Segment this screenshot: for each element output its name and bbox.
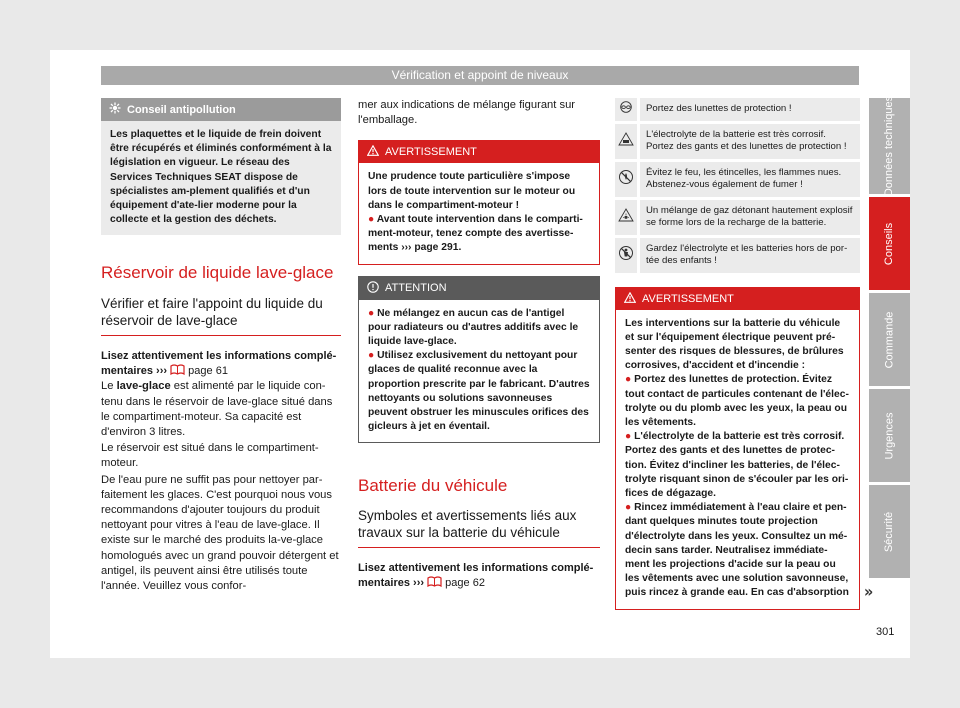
column-middle — [358, 98, 600, 591]
battery-reference — [358, 561, 600, 591]
warning-intro: Les interventions sur la batterie du véhicule et sur l'équipement électrique peuvent pré-senter des risques de blessures, de brûlures corrosives, d'accident et d'incendie : — [625, 317, 844, 372]
warning-box-title — [359, 141, 599, 163]
washer-para-4: mer aux indications de mélange figurant sur l'emballage. — [358, 99, 576, 127]
battery-ref-text: Lisez attentivement les informations complé-mentaires — [358, 562, 594, 590]
tab-securite[interactable] — [869, 485, 910, 578]
warning-box-engine — [358, 140, 600, 264]
warning-triangle-icon — [367, 145, 379, 159]
symbol-text: Portez des lunettes de protection ! — [639, 98, 861, 122]
continue-arrow-icon: » — [864, 582, 874, 601]
side-tabs — [869, 95, 910, 581]
pollution-box-body — [101, 121, 341, 235]
washer-para-1-a: Le — [101, 380, 117, 393]
warning-bullet-text: L'électrolyte de la batterie est très corrosif. Portez des gants et des lunettes de protec-tion. Évitez d'incliner les batteries, de l'élec-trolyte risquant sinon de s'écouler par les ori-fices de dégazage. — [625, 431, 849, 499]
warning-title-label: AVERTISSEMENT — [642, 292, 734, 305]
washer-para-1-bold: lave-glace — [116, 380, 171, 393]
tab-label: Urgences — [883, 411, 896, 460]
attention-box-title — [359, 277, 599, 300]
eco-icon — [109, 102, 121, 117]
battery-ref-arrows: ››› — [413, 577, 425, 590]
no-fire-icon — [615, 160, 639, 198]
warning-bullet: ● Rincez immédiatement à l'eau claire et pen-dant quelques minutes toute projection d'électrolyte dans les yeux. Consultez un mé-decin sans tarder. Neutralisez immédiate-ment les projections d'acide sur la peau ou les vêtements avec une solution savonneuse, puis rincez à grande eau. En cas d'absorption — [625, 502, 849, 599]
warning-bullet: ● Portez des lunettes de protection. Évitez tout contact de particules contenant de l'élec-trolyte ou du plomb avec les yeux, la peau ou les vêtements. — [625, 374, 849, 428]
tab-label: Conseils — [883, 222, 896, 265]
warning-bullet-text: Portez des lunettes de protection. Évitez tout contact de particules contenant de l'élec-trolyte ou du plomb avec les yeux, la peau ou les vêtements. — [625, 374, 849, 428]
warning-intro: Une prudence toute particulière s'impose lors de toute intervention sur le moteur ou dans le compartiment-moteur ! — [368, 171, 576, 211]
pollution-box-title — [101, 98, 341, 121]
tab-commande[interactable] — [869, 293, 910, 386]
pollution-box — [101, 98, 341, 235]
page-header: Vérification et appoint de niveaux — [101, 66, 859, 85]
washer-para-1-b: est alimenté par le liquide con-tenu dans le réservoir de lave-glace situé dans le compartiment-moteur. Sa capacité est d'environ 3 litres. — [101, 380, 333, 439]
symbol-text: Gardez l'électrolyte et les batteries hors de por-tée des enfants ! — [639, 236, 861, 274]
warning-bullet-page[interactable]: page 291. — [414, 242, 462, 254]
pollution-box-label: Conseil antipollution — [127, 103, 236, 116]
attention-bullet-1-text: Ne mélangez en aucun cas de l'antigel pour radiateurs ou d'autres additifs avec le liquide lave-glace. — [368, 307, 579, 348]
tab-donnees-techniques[interactable] — [869, 95, 910, 197]
page-number: 301 — [876, 626, 895, 638]
table-row — [615, 98, 860, 122]
symbol-text: L'électrolyte de la batterie est très corrosif. Portez des gants et des lunettes de protection ! — [639, 122, 861, 160]
table-row — [615, 236, 860, 274]
warning-title-label: AVERTISSEMENT — [385, 146, 477, 159]
warning-box-battery — [615, 287, 860, 610]
tab-conseils[interactable] — [869, 197, 910, 290]
warning-box-title — [616, 288, 859, 310]
battery-section-title: Batterie du véhicule — [358, 476, 508, 496]
column-left — [101, 98, 341, 595]
battery-ref-page[interactable]: page 62 — [445, 577, 485, 590]
attention-box-body — [359, 300, 599, 443]
warning-bullet-text: Rincez immédiatement à l'eau claire et pen-dant quelques minutes toute projection d'électrolyte dans les yeux. Consultez un mé-decin sans tarder. Neutralisez immédiate-ment les projections d'acide sur la peau ou les vêtements avec une solution savonneuse, puis rincez à grande eau. En cas d'absorption — [625, 502, 849, 599]
washer-ref-text: Lisez attentivement les informations complé-mentaires — [101, 350, 337, 378]
washer-sub-title: Vérifier et faire l'appoint du liquide du réservoir de lave-glace — [101, 295, 341, 336]
warning-bullet: ● L'électrolyte de la batterie est très corrosif. Portez des gants et des lunettes de protec-tion. Évitez d'incliner les batteries, de l'élec-trolyte risquant sinon de s'écouler par les ori-fices de dégazage. — [625, 431, 849, 499]
column-right — [615, 98, 860, 610]
washer-reference — [101, 349, 341, 379]
table-row — [615, 122, 860, 160]
washer-section-title: Réservoir de liquide lave-glace — [101, 263, 334, 283]
battery-sub-title: Symboles et avertissements liés aux travaux sur la batterie du véhicule — [358, 507, 600, 548]
tab-label: Données techniques — [883, 95, 896, 197]
washer-ref-page[interactable]: page 61 — [188, 365, 228, 378]
table-row — [615, 160, 860, 198]
goggles-icon — [615, 98, 639, 122]
warning-bullet: ● Avant toute intervention dans le comparti-ment-moteur, tenez compte des avertisse-ments ››› page 291. — [368, 214, 583, 254]
attention-bullet-2-text: Utilisez exclusivement du nettoyant pour glaces de qualité reconnue avec la proportion prescrite par le fabricant. D'autres nettoyants ou solutions savonneuses peuvent obstruer les minuscules orifices des gicleurs à jet en éventail. — [368, 350, 590, 433]
pollution-text: Les plaquettes et le liquide de frein doivent être récupérés et éliminés conformément à la législation en vigueur. Le réseau des Services Techniques SEAT dispose de spécialistes am-plement qualifiés et d'un équipement d'ate-lier moderne pour la collecte et la gestion des déchets. — [110, 129, 332, 226]
tab-label: Sécurité — [883, 511, 896, 552]
warning-box-body — [359, 163, 599, 263]
warning-triangle-icon — [624, 292, 636, 306]
warning-bullet-arrows: ››› — [401, 242, 412, 254]
explosive-icon — [615, 198, 639, 236]
keep-away-children-icon — [615, 236, 639, 274]
attention-bullet-1: ● Ne mélangez en aucun cas de l'antigel pour radiateurs ou d'autres additifs avec le liquide lave-glace. — [368, 307, 579, 348]
warning-box-body — [616, 310, 859, 609]
info-circle-icon — [367, 281, 379, 296]
attention-box — [358, 276, 600, 444]
battery-symbols-table — [615, 98, 860, 276]
tab-urgences[interactable] — [869, 389, 910, 482]
table-row — [615, 198, 860, 236]
attention-bullet-2: ● Utilisez exclusivement du nettoyant pour glaces de qualité reconnue avec la proportion prescrite par le fabricant. D'autres nettoyants ou solutions savonneuses peuvent obstruer les minuscules orifices des gicleurs à jet en éventail. — [368, 350, 590, 433]
corrosive-icon — [615, 122, 639, 160]
book-icon — [427, 576, 442, 587]
book-icon — [170, 364, 185, 375]
washer-para-2: Le réservoir est situé dans le compartiment-moteur. — [101, 442, 319, 470]
symbol-text: Un mélange de gaz détonant hautement explosif se forme lors de la recharge de la batterie. — [639, 198, 861, 236]
tab-label: Commande — [883, 311, 896, 368]
symbol-text: Évitez le feu, les étincelles, les flammes nues. Abstenez-vous également de fumer ! — [639, 160, 861, 198]
washer-body — [101, 379, 341, 594]
washer-para-3: De l'eau pure ne suffit pas pour nettoyer par-faitement les glaces. C'est pourquoi nous vous recommandons d'ajouter toujours du produit nettoyant pour vitres à l'eau de lave-glace. Il existe sur le marché des produits la-ve-glace homologués avec un grand pouvoir détergent et antigel, ils peuvent ainsi être utilisés toute l'année. Veuillez vous confor- — [101, 473, 339, 593]
washer-ref-arrows: ››› — [156, 365, 168, 378]
attention-title-label: ATTENTION — [385, 282, 447, 295]
washer-para-1 — [101, 379, 341, 440]
warning-bullet-text: Avant toute intervention dans le comparti-ment-moteur, tenez compte des avertisse-ments — [368, 214, 583, 254]
